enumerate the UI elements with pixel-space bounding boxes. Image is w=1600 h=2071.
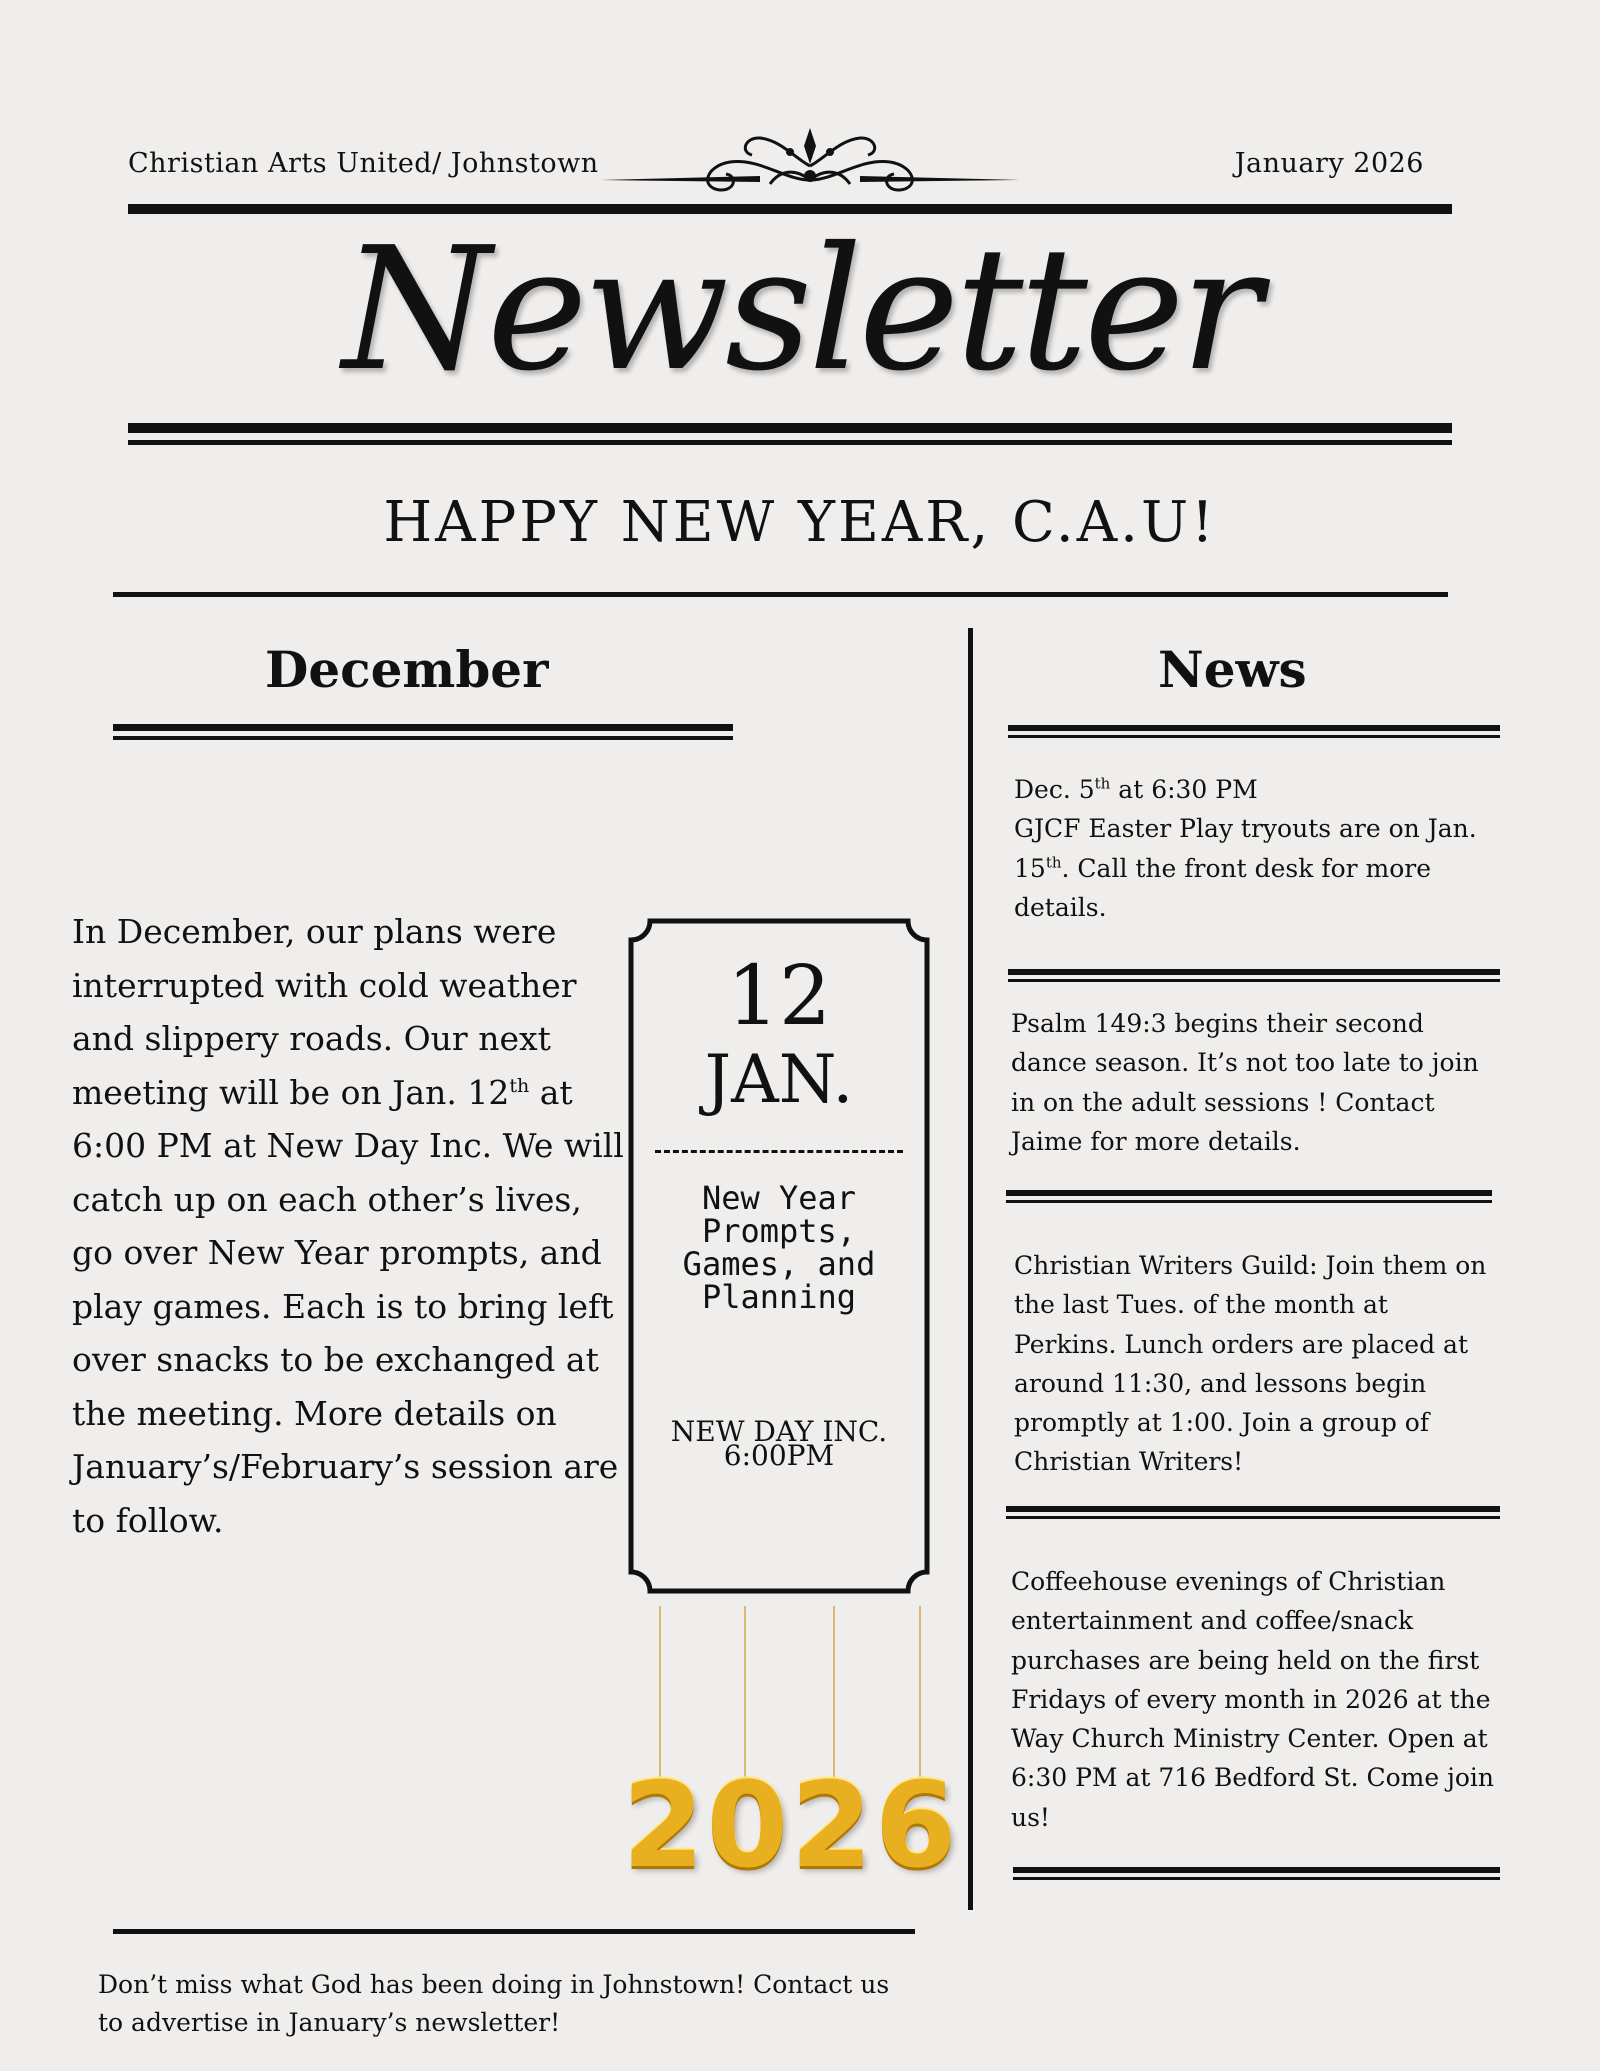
- december-rule-thick: [113, 724, 733, 731]
- news-item-4: Coffeehouse evenings of Christian entertainment and coffee/snack purchases are being held on the first Fridays of every month in 2026 at the Way Church Ministry Center. Open at 6:30 PM at 716 Bedford St. Come join us!: [1011, 1567, 1494, 1832]
- december-body-part2: at 6:00 PM at New Day Inc. We will catch up on each other’s lives, go over New Year prompts, and play games. Each is to bring left over snacks to be exchanged at the meeting. More details on January’s/February’s session are to follow.: [72, 1072, 624, 1540]
- news-rule-4-thin: [1006, 1516, 1500, 1519]
- december-body: [72, 905, 632, 1547]
- organization-name: Christian Arts United/ Johnstown: [128, 148, 599, 179]
- news-rule-3-thin: [1006, 1200, 1492, 1203]
- headline-rule: [113, 592, 1448, 597]
- news-rule-2-thin: [1008, 979, 1500, 982]
- news-title: News: [1158, 640, 1307, 699]
- column-divider: [968, 628, 973, 1910]
- december-body-part1: In December, our plans were interrupted with cold weather and slippery roads. Our next meeting will be on Jan. 12: [72, 912, 577, 1112]
- news-item-1-text: [1014, 809, 1494, 927]
- news-item-1-text-b: . Call the front desk for more details.: [1014, 853, 1432, 922]
- year-balloons: 2026: [622, 1756, 959, 1894]
- event-description: New Year Prompts, Games, and Planning: [682, 1179, 876, 1316]
- news-item-1-date-a: Dec. 5: [1014, 775, 1095, 804]
- news-item-1-date-b: at 6:30 PM: [1110, 775, 1258, 804]
- news-item-1-text-a: GJCF Easter Play tryouts are on Jan. 15: [1014, 814, 1477, 883]
- event-time: 6:00PM: [723, 1439, 835, 1472]
- footer-rule: [113, 1929, 915, 1934]
- news-item-1-text-sup: th: [1045, 853, 1062, 872]
- news-item-1-date: [1014, 770, 1494, 809]
- news-rule-5-thin: [1013, 1877, 1500, 1880]
- news-item-3: Christian Writers Guild: Join them on the last Tues. of the month at Perkins. Lunch orders are placed at around 11:30, and lessons begin promptly at 1:00. Join a group of Christian Writers!: [1014, 1251, 1487, 1477]
- news-rule-1-thin: [1008, 735, 1500, 738]
- masthead-bottom-rule-thin: [128, 440, 1452, 445]
- event-day: 12: [726, 949, 832, 1044]
- news-item-2: Psalm 149:3 begins their second dance season. It’s not too late to join in on the adult sessions ! Contact Jaime for more details.: [1011, 1009, 1479, 1156]
- news-rule-3-thick: [1006, 1190, 1492, 1196]
- event-card-dashed-divider: [655, 1150, 903, 1153]
- december-body-sup: th: [509, 1074, 530, 1097]
- december-rule-thin: [113, 736, 733, 740]
- headline: HAPPY NEW YEAR, C.A.U!: [383, 490, 1217, 555]
- december-title: December: [265, 640, 549, 699]
- news-rule-4-thick: [1006, 1506, 1500, 1512]
- event-venue: NEW DAY INC.: [670, 1415, 888, 1448]
- footer-text: Don’t miss what God has been doing in Johnstown! Contact us to advertise in January’s newsletter!: [98, 1970, 890, 2037]
- news-rule-1-thick: [1008, 725, 1500, 731]
- masthead-title: Newsletter: [342, 211, 1258, 409]
- masthead-bottom-rule-thick: [128, 423, 1452, 433]
- news-item-1-date-sup: th: [1094, 774, 1111, 793]
- news-rule-2-thick: [1008, 969, 1500, 975]
- event-venue-time: [628, 1415, 930, 1472]
- issue-date: January 2026: [1234, 148, 1424, 179]
- news-rule-5-thick: [1013, 1867, 1500, 1873]
- ornament-flourish-icon: [600, 118, 1020, 198]
- event-month: JAN.: [704, 1041, 854, 1118]
- news-item-1: [1014, 770, 1494, 927]
